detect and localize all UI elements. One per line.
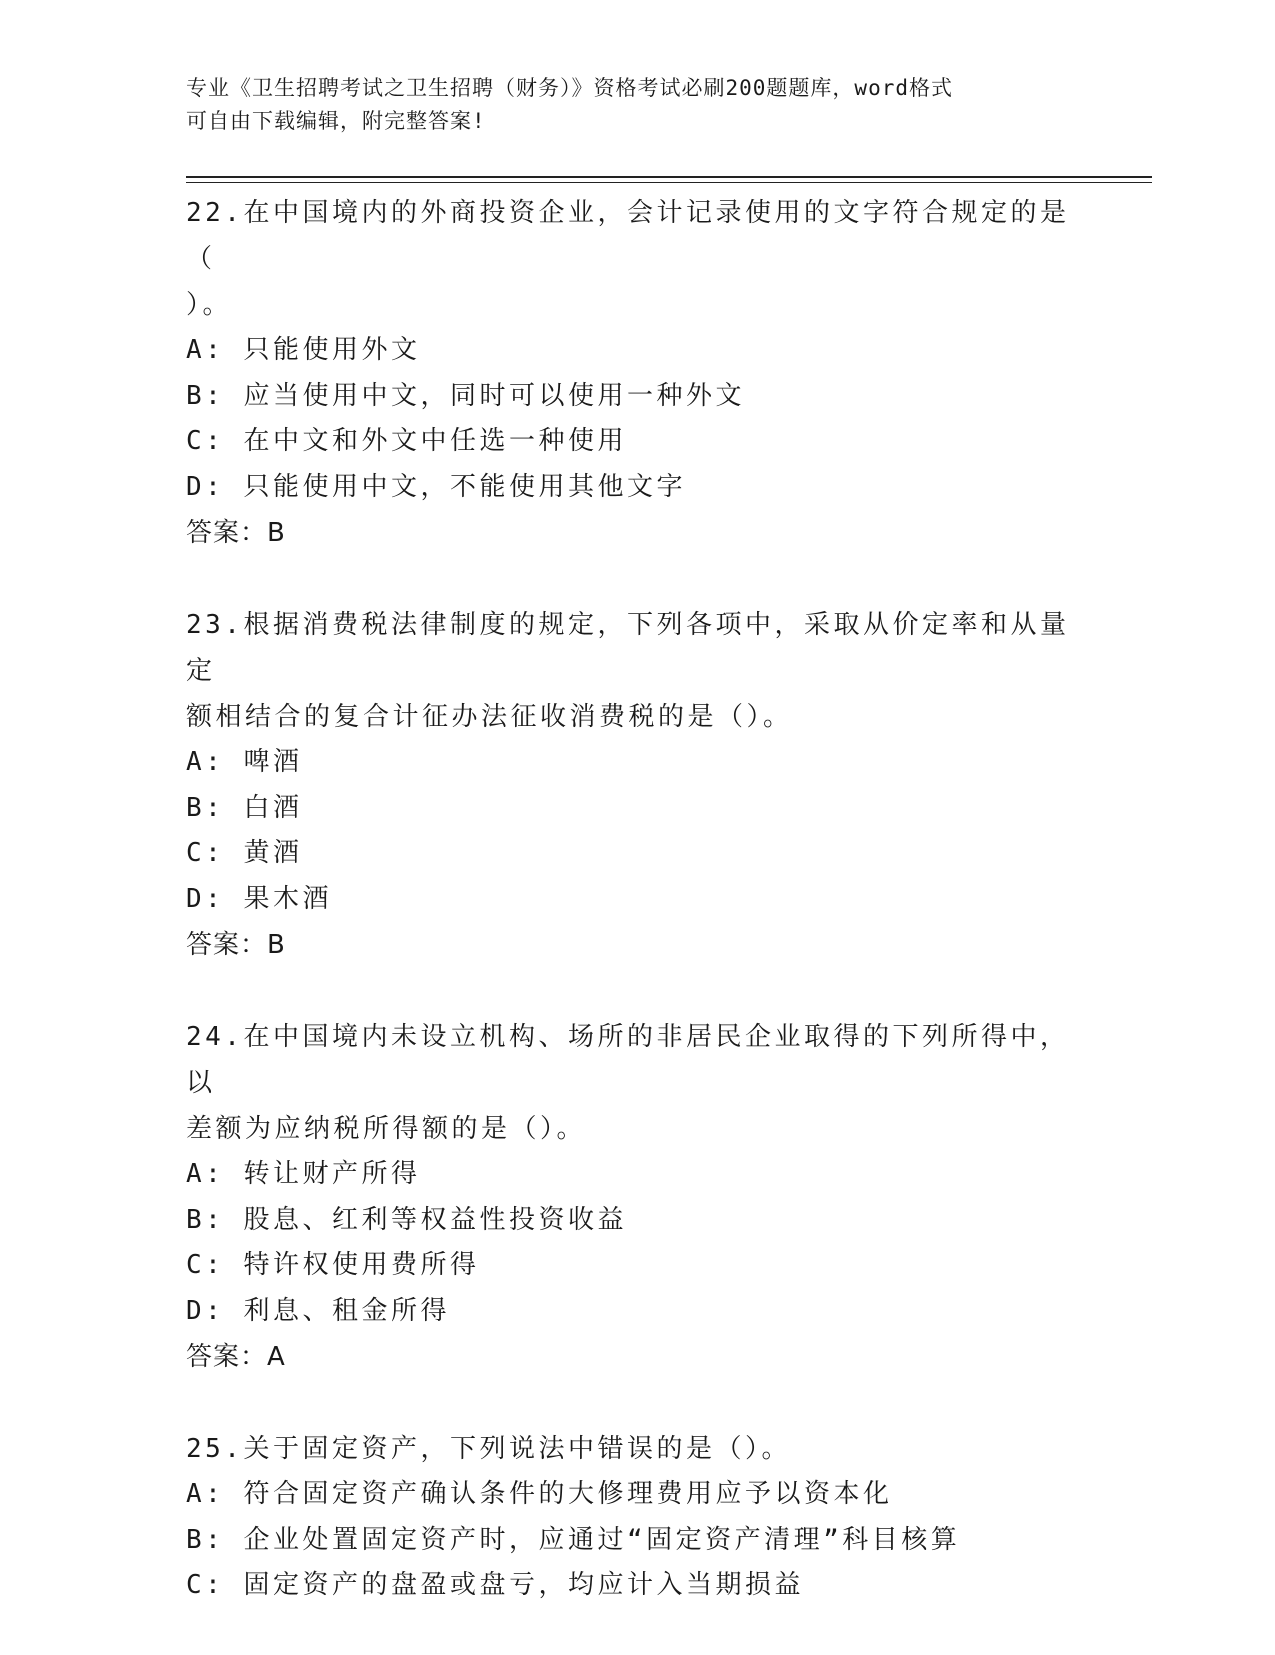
option-c: C: 特许权使用费所得 [186,1250,480,1280]
header-line-1: 专业《卫生招聘考试之卫生招聘（财务）》资格考试必刷200题题库，word格式 [186,76,953,100]
option-b: B: 企业处置固定资产时，应通过“固定资产清理”科目核算 [186,1524,961,1555]
option-c: C: 在中文和外文中任选一种使用 [186,426,627,456]
option-a: A: 啤酒 [186,747,303,777]
question-24 [186,1014,1086,1380]
option-a: A: 转让财产所得 [186,1159,421,1189]
option-b: B: 股息、红利等权益性投资收益 [186,1204,627,1235]
option-c: C: 黄酒 [186,838,303,868]
option-b: B: 应当使用中文，同时可以使用一种外文 [186,380,745,411]
option-a: A: 符合固定资产确认条件的大修理费用应予以资本化 [186,1479,893,1509]
answer-line: 答案：A [186,1342,286,1372]
header-divider-thick [186,176,1152,178]
question-stem-line-1: 24.在中国境内未设立机构、场所的非居民企业取得的下列所得中，以 [186,1022,1070,1098]
header-line-2: 可自由下载编辑，附完整答案! [186,109,486,133]
question-stem-line-2: 额相结合的复合计征办法征收消费税的是（）。 [186,702,793,732]
question-stem-line-1: 22.在中国境内的外商投资企业，会计记录使用的文字符合规定的是（ [186,198,1070,274]
header-divider-thin [186,182,1152,183]
question-stem-line-1: 23.根据消费税法律制度的规定，下列各项中，采取从价定率和从量定 [186,610,1070,686]
question-stem-line-1: 25.关于固定资产，下列说法中错误的是（）。 [186,1434,791,1464]
question-22 [186,190,1086,556]
answer-line: 答案：B [186,930,286,960]
document-header [186,72,1066,138]
option-a: A: 只能使用外文 [186,335,421,365]
question-25 [186,1426,1086,1609]
option-d: D: 利息、租金所得 [186,1295,450,1326]
option-d: D: 果木酒 [186,883,332,914]
option-c: C: 固定资产的盘盈或盘亏，均应计入当期损益 [186,1570,804,1600]
question-stem-line-2: 差额为应纳税所得额的是（）。 [186,1114,587,1144]
option-b: B: 白酒 [186,792,303,823]
question-stem-line-2: ）。 [186,290,233,320]
option-d: D: 只能使用中文，不能使用其他文字 [186,471,686,502]
question-23 [186,602,1086,968]
question-list [186,190,1086,1655]
answer-line: 答案：B [186,518,286,548]
